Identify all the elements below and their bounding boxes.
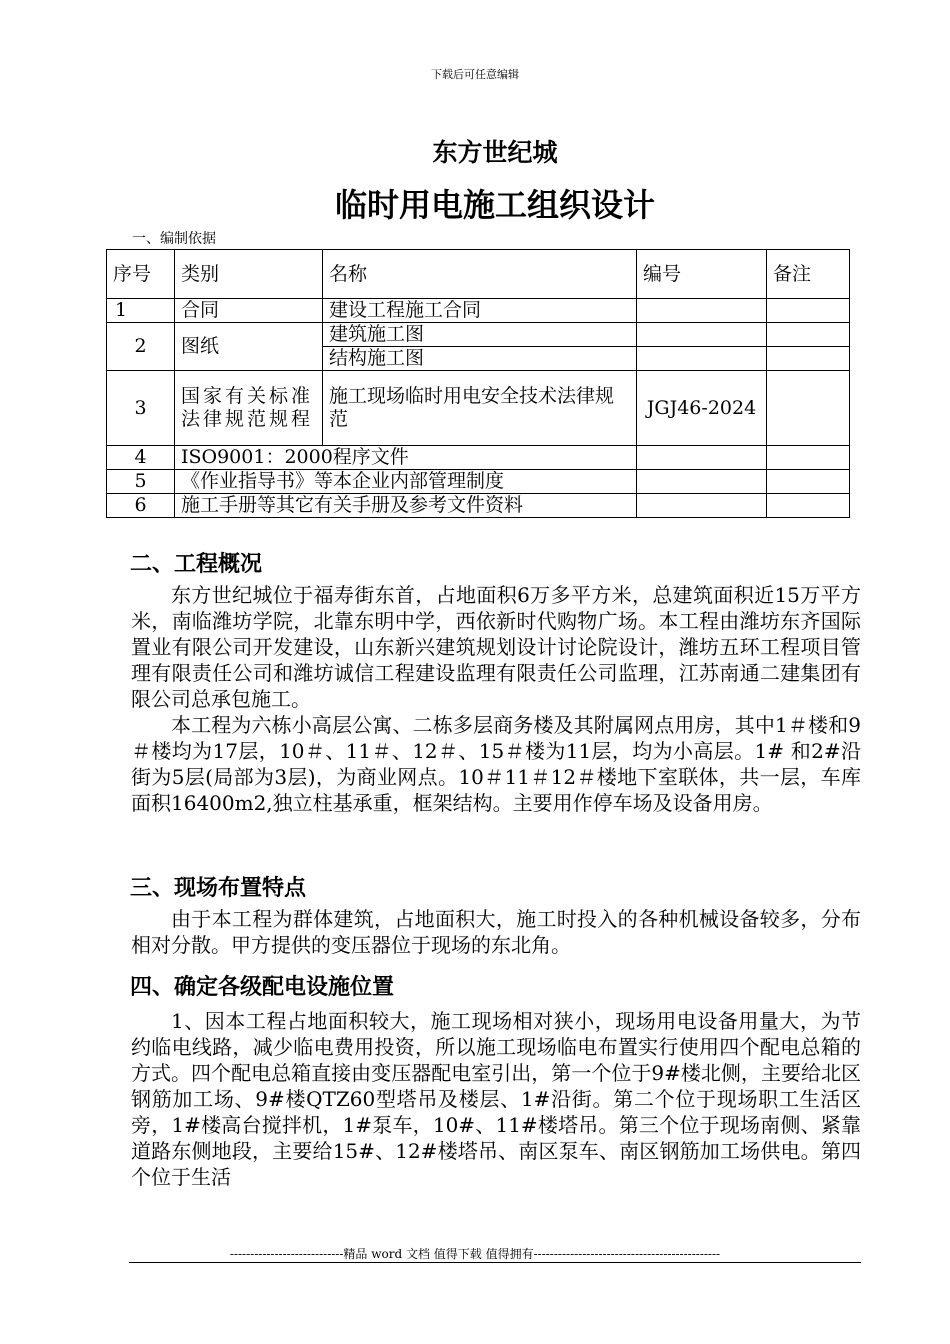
cell-no: 3	[107, 371, 175, 446]
cell-no: 6	[107, 494, 175, 518]
paragraph: 由于本工程为群体建筑，占地面积大，施工时投入的各种机械设备较多，分布相对分散。甲方提供的变压器位于现场的东北角。	[131, 907, 861, 957]
cell-remark	[767, 446, 850, 470]
header-cell-no: 序号	[107, 250, 175, 299]
header-note: 下载后可任意编辑	[431, 68, 519, 81]
table-row	[107, 494, 850, 518]
cell-name: 施工现场临时用电安全技术法律规范	[323, 371, 637, 446]
cell-no: 4	[107, 446, 175, 470]
table-row	[107, 299, 850, 323]
cell-code: JGJ46-2024	[637, 371, 767, 446]
header-cell-code: 编号	[637, 250, 767, 299]
cell-name: 结构施工图	[323, 347, 637, 371]
table-row	[107, 371, 850, 446]
cell-no: 1	[107, 299, 175, 323]
cell-category: 图纸	[175, 323, 323, 371]
paragraph: 1、因本工程占地面积较大，施工现场相对狭小，现场用电设备用量大，为节约临电线路，减少临电费用投资，所以施工现场临电布置实行使用四个配电总箱的方式。四个配电总箱直接由变压器配电室引出，第一个位于9#楼北侧，主要给北区钢筋加工场、9#楼QTZ60型塔吊及楼层、1#沿街。第二个位于现场职工生活区旁，1#楼高台搅拌机，1#泵车，10#、11#楼塔吊。第三个位于现场南侧、紧靠道路东侧地段，主要给15#、12#楼塔吊、南区泵车、南区钢筋加工场供电。第四个位于生活	[131, 1009, 861, 1189]
footer-divider	[129, 1262, 861, 1263]
cell-code	[637, 494, 767, 518]
cell-remark	[767, 470, 850, 494]
header-cell-name: 名称	[323, 250, 637, 299]
section-body-layout	[131, 906, 861, 958]
section-heading-basis: 一、编制依据	[132, 231, 216, 247]
table-row	[107, 470, 850, 494]
section-heading-layout: 三、现场布置特点	[130, 875, 307, 901]
table-header-row	[107, 250, 850, 299]
cell-name: 建设工程施工合同	[323, 299, 637, 323]
header-cell-remark: 备注	[767, 250, 850, 299]
cell-code	[637, 470, 767, 494]
cell-remark	[767, 371, 850, 446]
cell-code	[637, 446, 767, 470]
cell-name: 施工手册等其它有关手册及参考文件资料	[175, 494, 637, 518]
cell-name: 《作业指导书》等本企业内部管理制度	[175, 470, 637, 494]
document-title: 东方世纪城	[432, 138, 558, 167]
section-heading-distribution: 四、确定各级配电设施位置	[130, 974, 395, 1000]
cell-remark	[767, 323, 850, 347]
cell-category: 国家有关标准法律规范规程	[175, 371, 323, 446]
cell-no: 5	[107, 470, 175, 494]
section-heading-overview: 二、工程概况	[130, 551, 263, 577]
cell-remark	[767, 347, 850, 371]
cell-remark	[767, 494, 850, 518]
section-body-distribution	[131, 1008, 861, 1190]
cell-name: 建筑施工图	[323, 323, 637, 347]
cell-name: ISO9001：2000程序文件	[175, 446, 637, 470]
cell-code	[637, 299, 767, 323]
cell-category: 合同	[175, 299, 323, 323]
cell-code	[637, 323, 767, 347]
cell-no: 2	[107, 323, 175, 371]
cell-code	[637, 347, 767, 371]
table-row	[107, 446, 850, 470]
cell-remark	[767, 299, 850, 323]
basis-table	[106, 249, 850, 518]
paragraph: 东方世纪城位于福寿街东首，占地面积6万多平方米，总建筑面积近15万平方米，南临潍坊学院，北靠东明中学，西依新时代购物广场。本工程由潍坊东齐国际置业有限公司开发建设，山东新兴建筑规划设计讨论院设计，潍坊五环工程项目管理有限责任公司和潍坊诚信工程建设监理有限责任公司监理，江苏南通二建集团有限公司总承包施工。	[131, 583, 861, 711]
header-cell-category: 类别	[175, 250, 323, 299]
footer-text: ----------------------------精品 word 文档 值得下载 值得拥有----------------------------------------------	[229, 1247, 721, 1261]
document-subtitle: 临时用电施工组织设计	[334, 186, 655, 224]
table-row	[107, 323, 850, 347]
paragraph: 本工程为六栋小高层公寓、二栋多层商务楼及其附属网点用房，其中1＃楼和9＃楼均为17层，10＃、11＃、12＃、15＃楼为11层，均为小高层。1# 和2#沿街为5层(局部为3层)，为商业网点。10＃11＃12＃楼地下室联体，共一层，车库面积16400m2,独立柱基承重，框架结构。主要用作停车场及设备用房。	[131, 713, 861, 815]
section-body-overview	[131, 582, 861, 816]
